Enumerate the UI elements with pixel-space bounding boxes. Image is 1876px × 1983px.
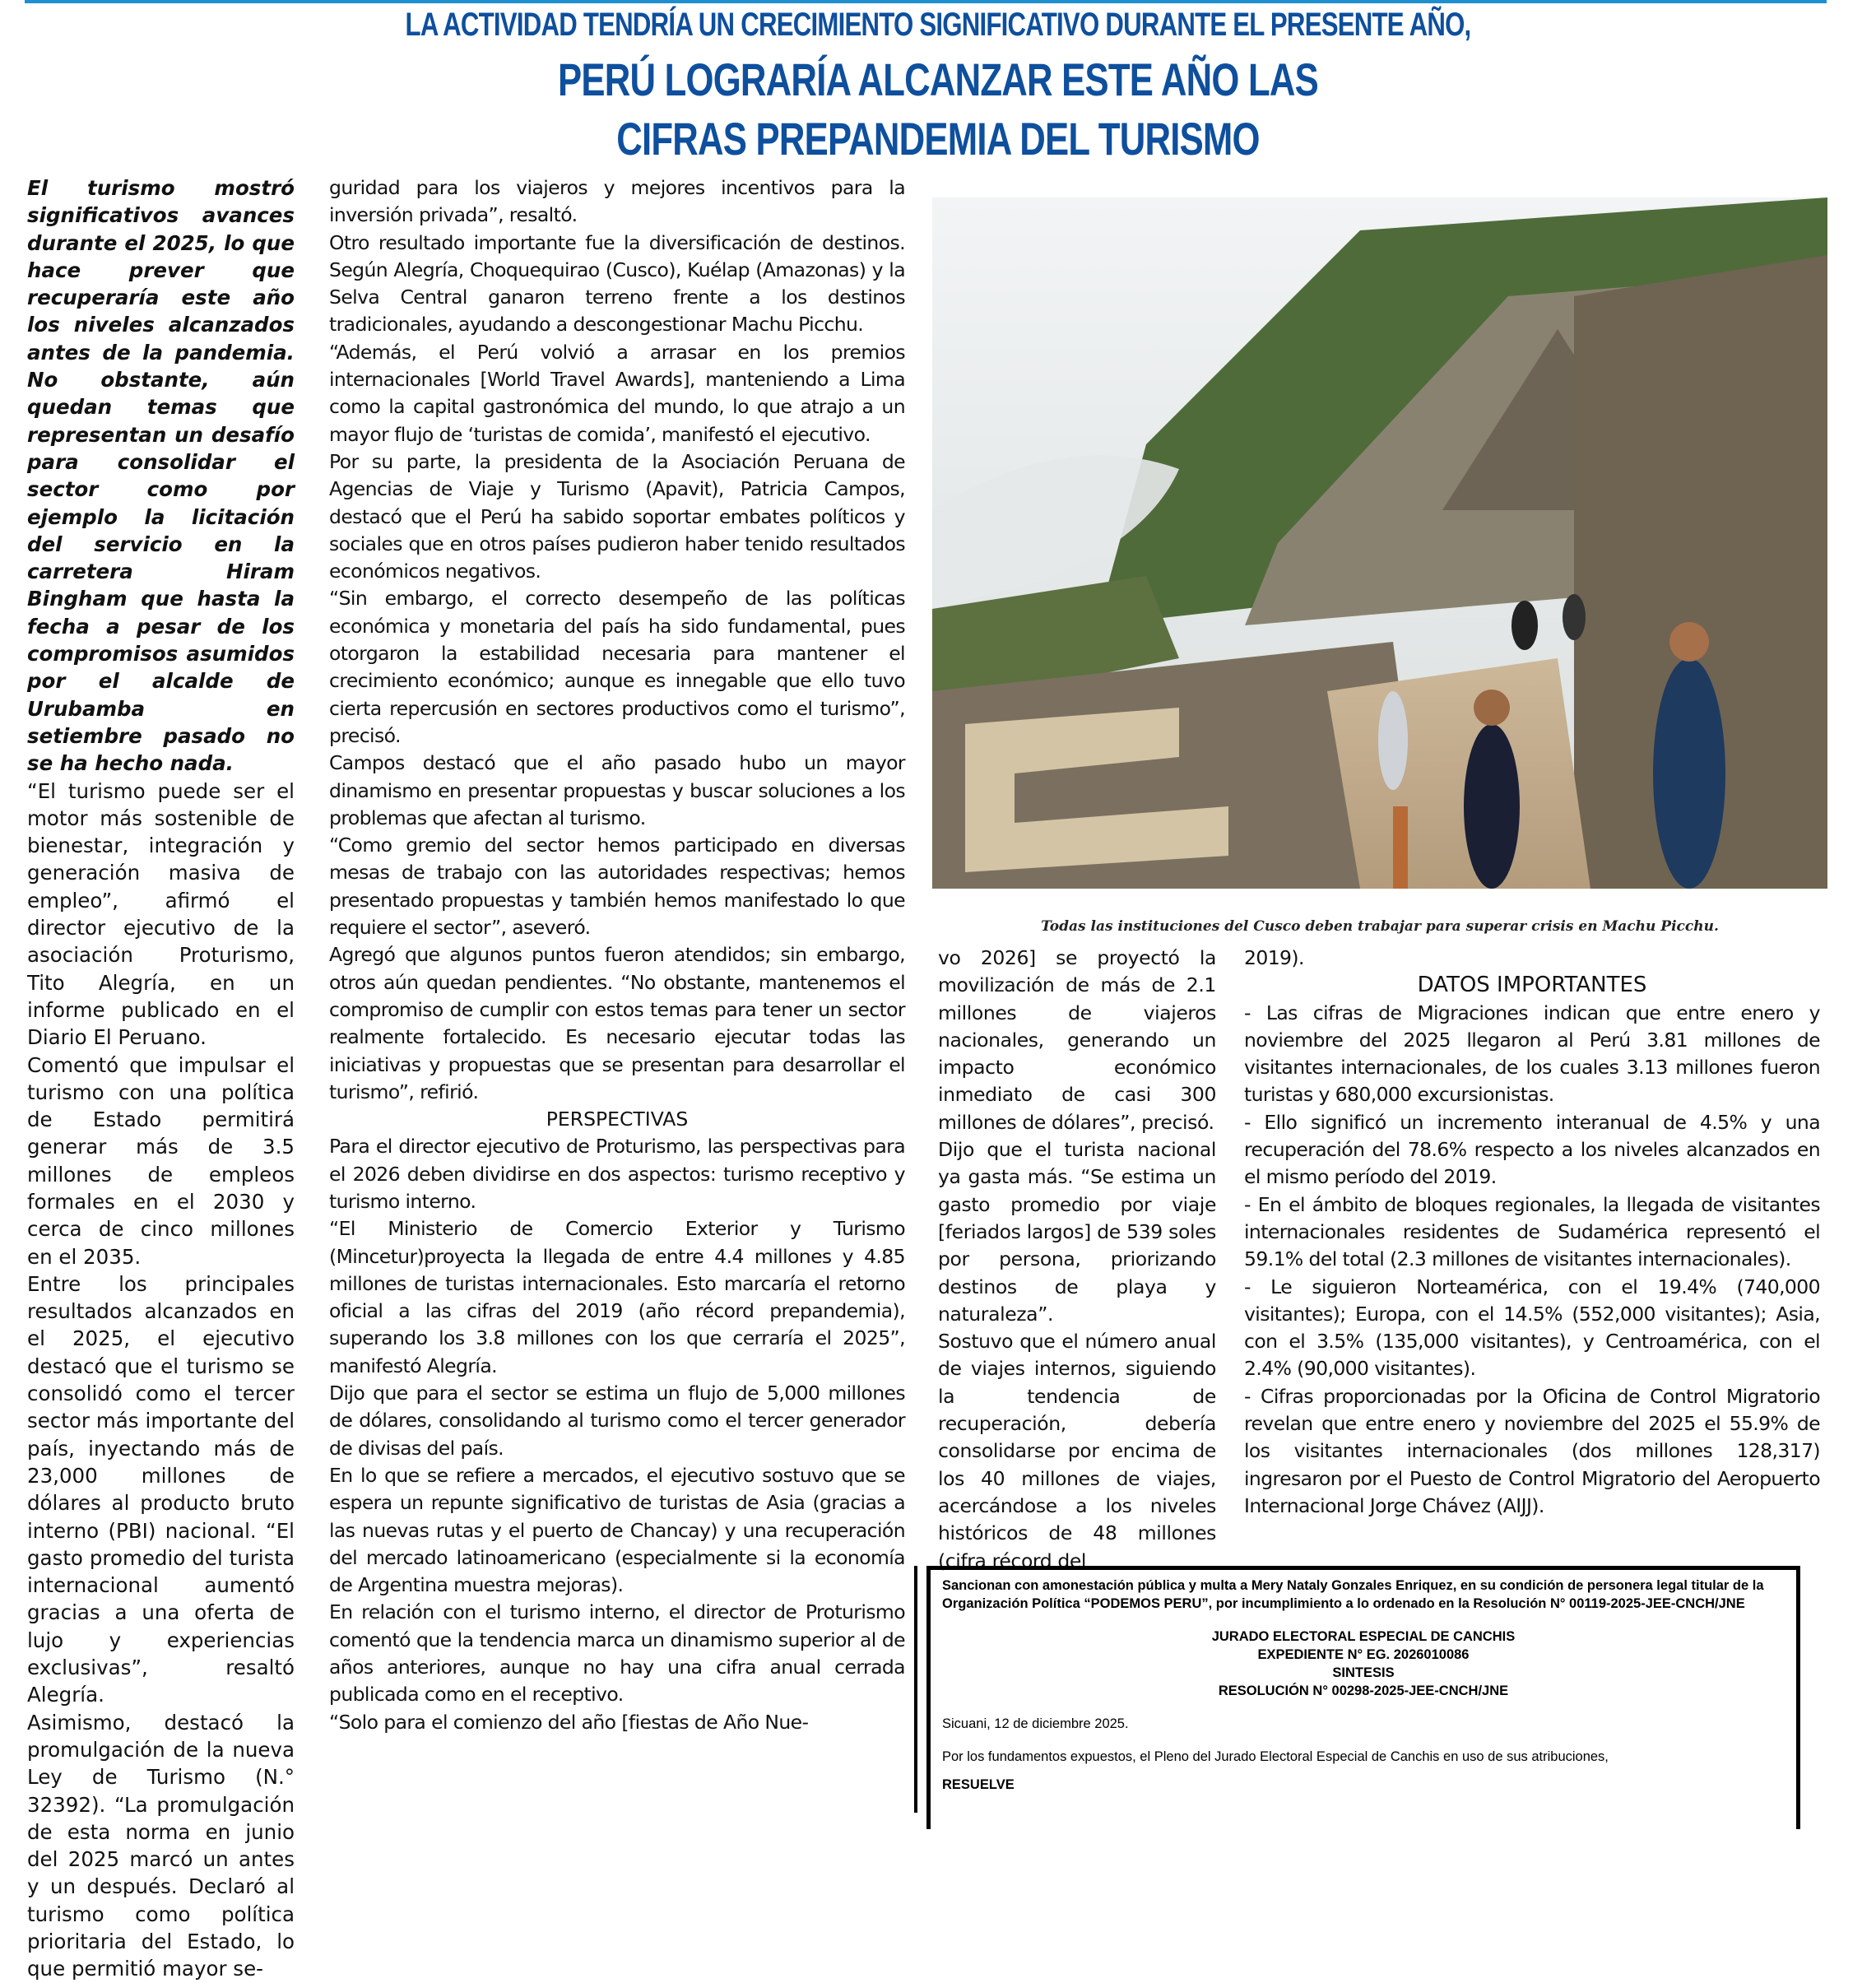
- bullet-item: - Le siguieron Norteamérica, con el 19.4% (740,000 visitantes); Europa, con el 14.5% (552,000 visitantes); Asia, con el 3.5% (135,000 visitantes), y Centroamérica, con el 2.4% (90,000 visitantes).: [1244, 1275, 1820, 1381]
- paragraph: Dijo que para el sector se estima un flujo de 5,000 millones de dólares, consolidando al turismo como el tercer generador de divisas del país.: [329, 1382, 905, 1460]
- machu-picchu-photo: [932, 197, 1827, 889]
- paragraph: “Sin embargo, el correcto desempeño de las políticas económica y monetaria del país ha sido fundamental, pues otorgaron la estabilidad necesaria para mantener el crecimiento económico; aunque es innegable que ello tuvo cierta repercusión en sectores productivos como el turismo”, precisó.: [329, 587, 905, 747]
- paragraph: “El turismo puede ser el motor más sostenible de bienestar, integración y generación masiva de empleo”, afirmó el director ejecutivo de la asociación Proturismo, Tito Alegría, en un informe publicado en el Diario El Peruano.: [27, 778, 295, 1050]
- bullet-item: - Cifras proporcionadas por la Oficina de Control Migratorio revelan que entre enero y noviembre del 2025 el 55.9% de los visitantes internacionales (dos millones 128,317) ingresaron por el Puesto de Control Migratorio del Aeropuerto Internacional Jorge Chávez (AIJJ).: [1244, 1384, 1820, 1517]
- paragraph: “Solo para el comienzo del año [fiestas de Año Nue-: [329, 1710, 809, 1734]
- bullet-item: - En el ámbito de bloques regionales, la llegada de visitantes internacionales residentes de Sudamérica representó el 59.1% del total (2.3 millones de visitantes internacionales).: [1244, 1192, 1820, 1271]
- paragraph: Entre los principales resultados alcanzados en el 2025, el ejecutivo destacó que el turismo se consolidó como el tercer sector más importante del país, inyectando más de 23,000 millones de dólares al producto bruto interno (PBI) nacional. “El gasto promedio del turista internacional aumentó gracias a una oferta de lujo y experiencias exclusivas”, resaltó Alegría.: [27, 1271, 295, 1707]
- notice-date: Sicuani, 12 de diciembre 2025.: [942, 1716, 1129, 1731]
- top-rule: [25, 0, 1827, 3]
- bullet-item: - Ello significó un incremento interanual de 4.5% y una recuperación del 78.6% respecto a los niveles alcanzados en el mismo período del 2019.: [1244, 1110, 1820, 1189]
- notice-sintesis: SINTESIS: [1332, 1665, 1395, 1680]
- paragraph: vo 2026] se proyectó la movilización de más de 2.1 millones de viajeros nacionales, generando un impacto económico inmediato de casi 300 millones de dólares”, precisó.: [938, 946, 1216, 1134]
- photo-illustration: [932, 197, 1827, 889]
- paragraph: guridad para los viajeros y mejores incentivos para la inversión privada”, resaltó.: [329, 176, 905, 227]
- legal-notice-box: [926, 1566, 1800, 1829]
- notice-expediente: EXPEDIENTE N° EG. 2026010086: [1257, 1647, 1470, 1662]
- paragraph: Asimismo, destacó la promulgación de la nueva Ley de Turismo (N.° 32392). “La promulgación de esta norma en junio del 2025 marcó un antes y un después. Declaró al turismo como política prioritaria del Estado, lo que permitió mayor se-: [27, 1710, 295, 1981]
- headline-line-1: PERÚ LOGRARÍA ALCANZAR ESTE AÑO LAS: [558, 53, 1318, 105]
- notice-resolucion: RESOLUCIÓN N° 00298-2025-JEE-CNCH/JNE: [1218, 1683, 1509, 1698]
- notice-resuelve: RESUELVE: [942, 1777, 1015, 1792]
- paragraph: Agregó que algunos puntos fueron atendidos; sin embargo, otros aún quedan pendientes. “No obstante, mantenemos el compromiso de cumplir con estos temas para tener un sector realmente fortalecido. Es necesario ejecutar todas las iniciativas y propuestas que se presentan para desarrollar el turismo”, refirió.: [329, 943, 905, 1103]
- paragraph: Dijo que el turista nacional ya gasta más. “Se estima un gasto promedio por viaje [feriados largos] de 539 soles por persona, priorizando destinos de playa y naturaleza”.: [938, 1138, 1216, 1326]
- paragraph: Comentó que impulsar el turismo con una política de Estado permitirá generar más de 3.5 millones de empleos formales en el 2030 y cerca de cinco millones en el 2035.: [27, 1052, 295, 1269]
- section-subhead-datos: DATOS IMPORTANTES: [1417, 973, 1647, 998]
- paragraph: “Además, el Perú volvió a arrasar en los premios internacionales [World Travel Awards], manteniendo a Lima como la capital gastronómica del mundo, lo que atrajo a un mayor flujo de ‘turistas de comida’, manifestó el ejecutivo.: [329, 340, 905, 446]
- paragraph: Campos destacó que el año pasado hubo un mayor dinamismo en presentar propuestas y buscar soluciones a los problemas que afectan al turismo.: [329, 751, 905, 829]
- bullet-item: - Las cifras de Migraciones indican que entre enero y noviembre del 2025 llegaron al Perú 3.81 millones de visitantes internacionales, de los cuales 3.13 millones fueron turistas y 680,000 excursionistas.: [1244, 1001, 1820, 1107]
- section-subhead-perspectivas: PERSPECTIVAS: [546, 1108, 689, 1131]
- notice-summary: Sancionan con amonestación pública y multa a Mery Nataly Gonzales Enriquez, en su condición de personera legal titular de la Organización Política “PODEMOS PERU”, por incumplimiento a lo ordenado en la Resolución N° 00119-2025-JEE-CNCH/JNE: [942, 1578, 1764, 1611]
- paragraph: En relación con el turismo interno, el director de Proturismo comentó que la tendencia marca un dinamismo superior al de años anteriores, aunque no hay una cifra anual cerrada publicada como en el receptivo.: [329, 1600, 905, 1707]
- paragraph: “El Ministerio de Comercio Exterior y Turismo (Mincetur)proyecta la llegada de entre 4.4 millones y 4.85 millones de turistas internacionales. Esto marcaría el retorno oficial a las cifras del 2019 (año récord prepandemia), superando los 3.8 millones con los que cerraría el 2025”, manifestó Alegría.: [329, 1217, 905, 1377]
- article-lead: El turismo mostró significativos avances durante el 2025, lo que hace prever que recuperaría este año los niveles alcanzados antes de la pandemia. No obstante, aún quedan temas que representan un desafío para consolidar el sector como por ejemplo la licitación del servicio en la carretera Hiram Bingham que hasta la fecha a pesar de los compromisos asumidos por el alcalde de Urubamba en setiembre pasado no se ha hecho nada.: [27, 176, 295, 776]
- notice-outer-rule: [914, 1566, 917, 1813]
- paragraph: 2019).: [1244, 946, 1304, 969]
- paragraph: Para el director ejecutivo de Proturismo, las perspectivas para el 2026 deben dividirse en dos aspectos: turismo receptivo y turismo interno.: [329, 1135, 905, 1213]
- article-column-2: [329, 174, 905, 1736]
- datos-importantes-column: [1244, 945, 1820, 1520]
- paragraph: Sostuvo que el número anual de viajes internos, siguiendo la tendencia de recuperación, debería consolidarse por encima de los 40 millones de viajes, acercándose a los niveles históricos de 48 millones (cifra récord del: [938, 1330, 1216, 1572]
- kicker-headline: LA ACTIVIDAD TENDRÍA UN CRECIMIENTO SIGNIFICATIVO DURANTE EL PRESENTE AÑO,: [405, 7, 1471, 43]
- photo-caption: Todas las instituciones del Cusco deben trabajar para superar crisis en Machu Picchu.: [1041, 918, 1719, 935]
- paragraph: Por su parte, la presidenta de la Asociación Peruana de Agencias de Viaje y Turismo (Apavit), Patricia Campos, destacó que el Perú ha sabido soportar embates políticos y sociales que en otros países pudieron haber tenido resultados económicos negativos.: [329, 449, 905, 583]
- article-column-3: [938, 945, 1216, 1575]
- notice-organization: JURADO ELECTORAL ESPECIAL DE CANCHIS: [1211, 1629, 1516, 1644]
- paragraph: En lo que se refiere a mercados, el ejecutivo sostuvo que se espera un repunte significativo de turistas de Asia (gracias a las nuevas rutas y el puerto de Chancay) y una recuperación del mercado latinoamericano (especialmente si la economía de Argentina muestra mejoras).: [329, 1463, 905, 1597]
- headline-line-2: CIFRAS PREPANDEMIA DEL TURISMO: [616, 113, 1260, 165]
- notice-body: Por los fundamentos expuestos, el Pleno del Jurado Electoral Especial de Canchis en uso de sus atribuciones,: [942, 1749, 1609, 1764]
- paragraph: “Como gremio del sector hemos participado en diversas mesas de trabajo con las autoridades respectivas; hemos presentado propuestas y también hemos manifestado lo que requiere el sector”, aseveró.: [329, 834, 905, 940]
- article-column-1: [27, 174, 295, 1983]
- paragraph: Otro resultado importante fue la diversificación de destinos. Según Alegría, Choquequirao (Cusco), Kuélap (Amazonas) y la Selva Central ganaron terreno frente a los destinos tradicionales, ayudando a descongestionar Machu Picchu.: [329, 230, 905, 337]
